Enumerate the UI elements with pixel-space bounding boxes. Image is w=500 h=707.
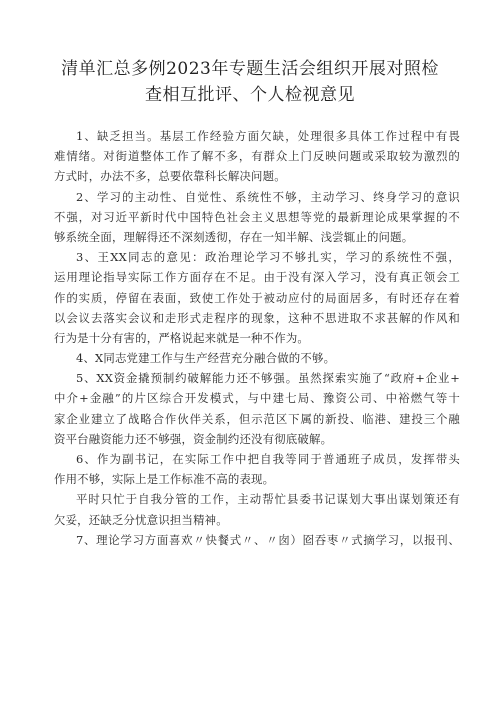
paragraph-line: 平时只忙于自我分管的工作，主动帮忙县委书记谋划大事出谋划策还有 — [76, 492, 460, 507]
paragraph-3 — [54, 247, 460, 348]
paragraph-line: 作的实质，停留在表面，致使工作处于被动应付的局面居多，有时还存在着 — [54, 290, 460, 305]
paragraph-4 — [54, 348, 460, 368]
paragraph-line: 中介+金融”的片区综合开发模式，与中建七局、豫资公司、中裕燃气等十 — [54, 391, 460, 406]
document-title — [40, 56, 460, 108]
paragraph-line: 3、王XX同志的意见：政治理论学习不够扎实，学习的系统性不强， — [76, 250, 460, 265]
paragraph-line: 够系统全面，理解得还不深刻透彻，存在一知半解、浅尝辄止的问题。 — [54, 229, 414, 244]
paragraph-line: 作用不够，实际上是工作标准不高的表现。 — [54, 472, 275, 487]
paragraph-line: 不强，对习近平新时代中国特色社会主义思想等党的最新理论成果掌握的不 — [54, 209, 460, 224]
paragraph-line: 运用理论指导实际工作方面存在不足。由于没有深入学习，没有真正领会工 — [54, 270, 460, 285]
paragraph-7 — [54, 489, 460, 529]
paragraph-line: 5、XX资金撬预制约破解能力还不够强。虽然探索实施了“政府+企业+ — [76, 371, 460, 386]
paragraph-line: 1、缺乏担当。基层工作经验方面欠缺，处理很多具体工作过程中有畏 — [76, 129, 460, 143]
paragraph-line: 欠妥，还缺乏分忧意识担当精神。 — [54, 512, 228, 527]
title-line-1: 清单汇总多例2023年专题生活会组织开展对照检 — [61, 59, 439, 79]
paragraph-5 — [54, 368, 460, 449]
paragraph-line: 7、理论学习方面喜欢〃快餐式〃、〃囱）囵吞枣〃式摘学习，以报刊、 — [76, 532, 460, 547]
paragraph-line: 资平台融资能力还不够强，资金制约还没有彻底破解。 — [54, 431, 333, 446]
paragraph-line: 家企业建立了战略合作伙伴关系，但示范区下属的新投、临港、建投三个融 — [54, 411, 460, 426]
paragraph-line: 难情绪。对街道整体工作了解不多，有群众上门反映问题或采取较为激烈的 — [54, 149, 460, 164]
paragraph-line: 2、学习的主动性、自觉性、系统性不够，主动学习、终身学习的意识 — [76, 189, 460, 204]
title-line-2: 查相互批评、个人检视意见 — [145, 85, 355, 105]
paragraph-8 — [54, 530, 460, 550]
paragraph-6 — [54, 449, 460, 489]
document-body — [54, 126, 460, 550]
paragraph-2 — [54, 187, 460, 248]
paragraph-line: 行为是十分有害的，严格说起来就是一种不作为。 — [54, 330, 309, 345]
paragraph-1 — [54, 126, 460, 187]
paragraph-line: 4、X同志党建工作与生产经营充分融合做的不够。 — [76, 351, 336, 366]
paragraph-line: 6、作为副书记，在实际工作中把自我等同于普通班子成员，发挥带头 — [76, 452, 460, 466]
paragraph-line: 以会议去落实会议和走形式走程序的现象，这种不思进取不求甚解的作风和 — [54, 310, 460, 325]
paragraph-line: 方式时，办法不多，总要依靠科长解决问题。 — [54, 169, 286, 184]
